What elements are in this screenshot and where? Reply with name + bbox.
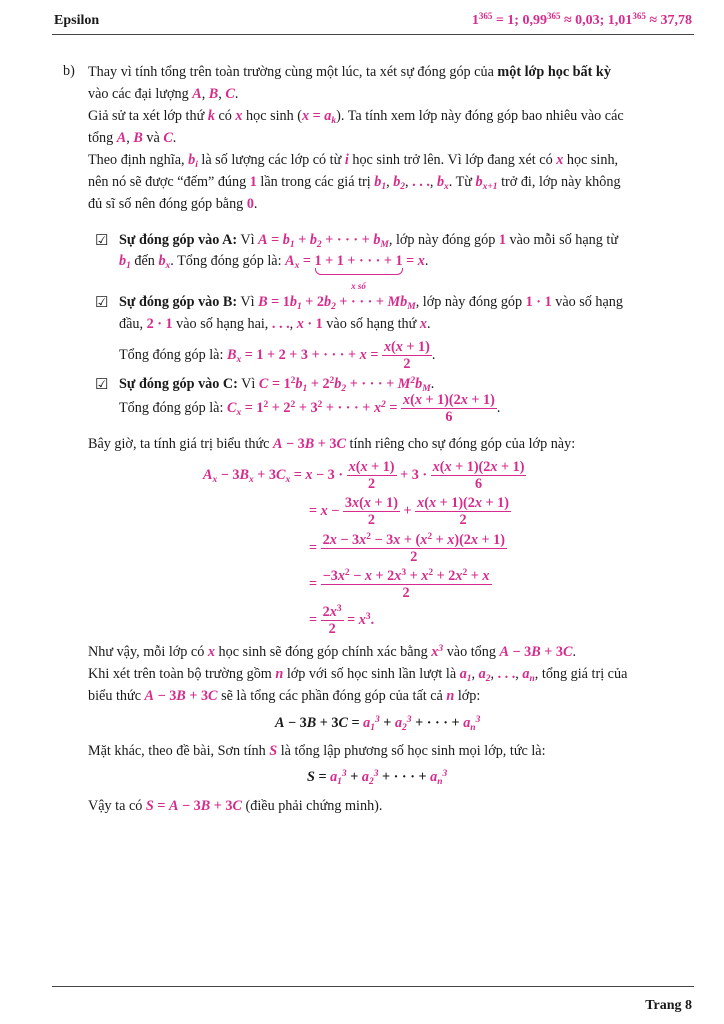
paragraph-line: nên nó sẽ được “đếm” đúng 1 lần trong các giá trị $b_1$, $b_2$, . . ., $b_x$. Từ $b_{x+1}$ trở đi, lớp này không bbox=[88, 174, 621, 192]
paragraph-line: Khi xét trên toàn bộ trường gồm n lớp với số học sinh lần lượt là $a_1$, $a_2$, . . ., $a_n$, tổng giá trị của bbox=[88, 666, 628, 684]
check-item-b: Sự đóng góp vào B: Vì $B = 1b_1 + 2b_2$ + · · · + $Mb_M$, lớp này đóng góp 1 · 1 vào số hạng bbox=[119, 294, 623, 312]
paragraph-line: Thay vì tính tổng trên toàn trường cùng một lúc, ta xét sự đóng góp của một lớp học bất kỳ bbox=[88, 64, 611, 80]
check-item-a-cont: $b_1$ đến $b_x$. Tổng đóng góp là: $A_x = 1 + 1$ + · · · + 1 x số = x. bbox=[119, 253, 429, 291]
part-label: b) bbox=[63, 63, 75, 79]
header-title: Epsilon bbox=[54, 13, 100, 28]
check-item-b-cont: đầu, 2 · 1 vào số hạng hai, . . ., x · 1 vào số hạng thứ x. bbox=[119, 316, 431, 332]
checkbox-icon: ☑ bbox=[95, 295, 109, 311]
equation-line-2: = x − $\frac{3x(x + 1)}{2}$ + $\frac{x(x + 1)(2x + 1)}{2}$ bbox=[309, 495, 509, 529]
paragraph-line: Như vậy, mỗi lớp có x học sinh sẽ đóng góp chính xác bằng $x^3$ vào tổng A − 3B + 3C. bbox=[88, 644, 577, 660]
equation-line-1: $A_x - 3B_x + 3C_x = x - 3$ · $\frac{x(x + 1)}{2}$ + 3 · $\frac{x(x + 1)(2x + 1)}{6}$ bbox=[203, 459, 525, 493]
paragraph-line: tổng A, B và C. bbox=[88, 130, 177, 146]
equation-sum-contrib: $A - 3B + 3C = a_1^3 + a_2^3$ + · · · + $a_n^3$ bbox=[275, 715, 481, 733]
underbrace: 1 + 1 + · · · + 1 x số bbox=[314, 253, 403, 291]
checkbox-icon: ☑ bbox=[95, 377, 109, 393]
footer-rule bbox=[52, 986, 694, 987]
header-rule bbox=[52, 34, 694, 35]
check-item-c-total: Tổng đóng góp là: $C_x = 1^2 + 2^2 + 3^2$ + · · · + $x^2$ = $\frac{x(x + 1)(2x + 1)}{6}$ . bbox=[119, 392, 501, 426]
header-formula: $1^{365} = 1$; $0,99^{365} \approx 0,03$; $1,01^{365} \approx 37,78$ bbox=[471, 11, 692, 28]
check-item-a: Sự đóng góp vào A: Vì $A = b_1 + b_2$ + · · · + $b_M$, lớp này đóng góp 1 vào mỗi số hạng từ bbox=[119, 232, 619, 250]
paragraph-line: vào các đại lượng A, B, C. bbox=[88, 86, 239, 102]
equation-line-4: = $\frac{-3x^2 - x + 2x^3 + x^2 + 2x^2 + x}{2}$ bbox=[309, 568, 490, 602]
paragraph-line: Vậy ta có S = A − 3B + 3C (điều phải chứng minh). bbox=[88, 798, 383, 814]
paragraph-line: Theo định nghĩa, $b_i$ là số lượng các lớp có từ i học sinh trở lên. Vì lớp đang xét có x học sinh, bbox=[88, 152, 619, 170]
check-item-c: Sự đóng góp vào C: Vì $C = 1^2b_1 + 2^2b_2$ + · · · + $M^2b_M$. bbox=[119, 376, 435, 394]
checkbox-icon: ☑ bbox=[95, 233, 109, 249]
equation-s-def: $S = a_1^3 + a_2^3$ + · · · + $a_n^3$ bbox=[307, 769, 448, 787]
equation-line-5: = $\frac{2x^3}{2}$ = $x^3$. bbox=[309, 604, 375, 638]
paragraph-line: đủ sĩ số nên đóng góp bằng 0. bbox=[88, 196, 258, 212]
equation-line-3: = $\frac{2x - 3x^2 - 3x + (x^2 + x)(2x + 1)}{2}$ bbox=[309, 532, 505, 566]
check-item-b-total: Tổng đóng góp là: $B_x = 1 + 2 + 3$ + · · · + x = $\frac{x(x + 1)}{2}$ . bbox=[119, 339, 436, 373]
paragraph-line: Giả sử ta xét lớp thứ k có x học $\sinh (x = a_k)$. Ta tính xem lớp này đóng góp bao nhiêu vào các bbox=[88, 108, 624, 126]
paragraph-line: Bây giờ, ta tính giá trị biểu thức A − 3B + 3C tính riêng cho sự đóng góp của lớp này: bbox=[88, 436, 576, 452]
paragraph-line: biểu thức A − 3B + 3C sẽ là tổng các phần đóng góp của tất cả n lớp: bbox=[88, 688, 481, 704]
page-number: Trang 8 bbox=[645, 998, 692, 1013]
paragraph-line: Mặt khác, theo đề bài, Sơn tính S là tổng lập phương số học sinh mọi lớp, tức là: bbox=[88, 743, 546, 759]
